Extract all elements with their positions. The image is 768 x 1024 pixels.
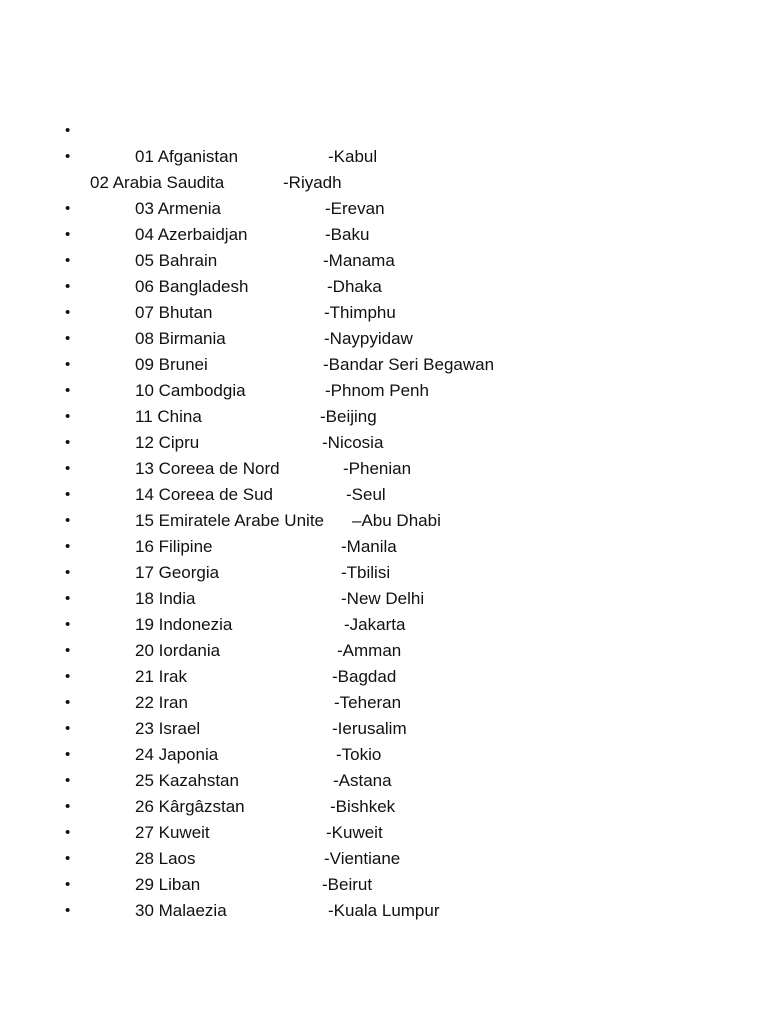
country-name: 14 Coreea de Sud	[135, 485, 273, 504]
country-name: 27 Kuweit	[135, 823, 210, 842]
bullet-icon: •	[65, 356, 71, 373]
bullet-icon: •	[65, 642, 71, 659]
country-name: 28 Laos	[135, 849, 196, 868]
country-name: 10 Cambodgia	[135, 381, 246, 400]
country-name: 17 Georgia	[135, 563, 220, 582]
country-name: 13 Coreea de Nord	[135, 459, 280, 478]
country-name: 23 Israel	[135, 719, 201, 738]
country-name: 19 Indonezia	[135, 615, 233, 634]
list-item	[0, 534, 768, 560]
list-item	[0, 508, 768, 534]
capital-name: -Dhaka	[327, 277, 382, 296]
capital-name: -Seul	[346, 485, 386, 504]
country-name: 21 Irak	[135, 667, 187, 686]
bullet-icon: •	[65, 616, 71, 633]
bullet-icon: •	[65, 252, 71, 269]
country-name: 01 Afganistan	[135, 147, 239, 166]
list-item	[0, 690, 768, 716]
bullet-icon: •	[65, 720, 71, 737]
capital-name: -Baku	[325, 225, 370, 244]
country-name: 08 Birmania	[135, 329, 226, 348]
list-item	[0, 716, 768, 742]
country-name: 05 Bahrain	[135, 251, 218, 270]
list-item	[0, 144, 768, 170]
country-name: 30 Malaezia	[135, 901, 227, 920]
bullet-icon: •	[65, 278, 71, 295]
bullet-icon: •	[65, 668, 71, 685]
bullet-icon: •	[65, 330, 71, 347]
capital-name: -Erevan	[325, 199, 385, 218]
list-item	[0, 482, 768, 508]
list-item	[0, 846, 768, 872]
bullet-icon: •	[65, 772, 71, 789]
capital-name: –Abu Dhabi	[352, 511, 441, 530]
bullet-icon: •	[65, 226, 71, 243]
capital-name: -Phenian	[343, 459, 412, 478]
capital-name: -Teheran	[334, 693, 402, 712]
capital-name: -Bishkek	[330, 797, 396, 816]
bullet-icon: •	[65, 590, 71, 607]
country-name: 29 Liban	[135, 875, 201, 894]
country-name: 06 Bangladesh	[135, 277, 249, 296]
bullet-icon: •	[65, 798, 71, 815]
list-item	[0, 326, 768, 352]
country-name: 25 Kazahstan	[135, 771, 239, 790]
list-item	[0, 820, 768, 846]
capital-name: -Thimphu	[324, 303, 396, 322]
bullet-icon: •	[65, 408, 71, 425]
list-item	[0, 456, 768, 482]
country-name: 02 Arabia Saudita	[90, 173, 225, 192]
capital-name: -Tokio	[336, 745, 382, 764]
list-item	[0, 352, 768, 378]
country-name: 04 Azerbaidjan	[135, 225, 248, 244]
bullet-icon: •	[65, 564, 71, 581]
country-name: 12 Cipru	[135, 433, 200, 452]
capital-name: -Kuweit	[326, 823, 383, 842]
list-item	[0, 196, 768, 222]
bullet-icon: •	[65, 824, 71, 841]
bullet-icon: •	[65, 148, 71, 165]
list-item	[0, 768, 768, 794]
bullet-icon: •	[65, 512, 71, 529]
capital-name: -Tbilisi	[341, 563, 391, 582]
list-item	[0, 898, 768, 924]
list-item	[0, 612, 768, 638]
list-item	[0, 170, 768, 196]
capital-name: -Astana	[333, 771, 392, 790]
bullet-icon: •	[65, 538, 71, 555]
capital-name: -Naypyidaw	[324, 329, 413, 348]
bullet-icon: •	[65, 850, 71, 867]
capital-name: -New Delhi	[341, 589, 425, 608]
list-item	[0, 222, 768, 248]
country-name: 22 Iran	[135, 693, 188, 712]
capital-name: -Riyadh	[283, 173, 342, 192]
capital-name: -Kuala Lumpur	[328, 901, 440, 920]
list-item	[0, 118, 768, 144]
bullet-icon: •	[65, 902, 71, 919]
capital-name: -Phnom Penh	[325, 381, 429, 400]
capital-name: -Bandar Seri Begawan	[323, 355, 495, 374]
capital-name: -Beirut	[322, 875, 373, 894]
capital-name: -Ierusalim	[332, 719, 407, 738]
country-name: 15 Emiratele Arabe Unite	[135, 511, 324, 530]
list-item	[0, 248, 768, 274]
bullet-icon: •	[65, 382, 71, 399]
list-item	[0, 378, 768, 404]
country-name: 11 China	[135, 407, 202, 426]
bullet-icon: •	[65, 122, 71, 139]
capital-name: -Jakarta	[344, 615, 406, 634]
capital-name: -Nicosia	[322, 433, 384, 452]
bullet-icon: •	[65, 304, 71, 321]
capital-name: -Vientiane	[324, 849, 401, 868]
list-item	[0, 872, 768, 898]
list-item	[0, 430, 768, 456]
list-item	[0, 586, 768, 612]
country-name: 26 Kârgâzstan	[135, 797, 245, 816]
bullet-icon: •	[65, 200, 71, 217]
list-item	[0, 638, 768, 664]
capital-name: -Kabul	[328, 147, 378, 166]
bullet-icon: •	[65, 694, 71, 711]
list-item	[0, 794, 768, 820]
country-name: 24 Japonia	[135, 745, 219, 764]
capital-name: -Beijing	[320, 407, 377, 426]
bullet-icon: •	[65, 876, 71, 893]
bullet-icon: •	[65, 486, 71, 503]
country-name: 07 Bhutan	[135, 303, 213, 322]
country-capital-list	[0, 118, 768, 924]
list-item	[0, 560, 768, 586]
capital-name: -Manama	[323, 251, 395, 270]
bullet-icon: •	[65, 434, 71, 451]
capital-name: -Amman	[337, 641, 402, 660]
bullet-icon: •	[65, 746, 71, 763]
country-name: 09 Brunei	[135, 355, 208, 374]
capital-name: -Bagdad	[332, 667, 397, 686]
bullet-icon: •	[65, 460, 71, 477]
country-name: 03 Armenia	[135, 199, 221, 218]
list-item	[0, 300, 768, 326]
country-name: 18 India	[135, 589, 196, 608]
country-name: 16 Filipine	[135, 537, 213, 556]
country-name: 20 Iordania	[135, 641, 221, 660]
list-item	[0, 404, 768, 430]
list-item	[0, 742, 768, 768]
list-item	[0, 664, 768, 690]
list-item	[0, 274, 768, 300]
capital-name: -Manila	[341, 537, 397, 556]
